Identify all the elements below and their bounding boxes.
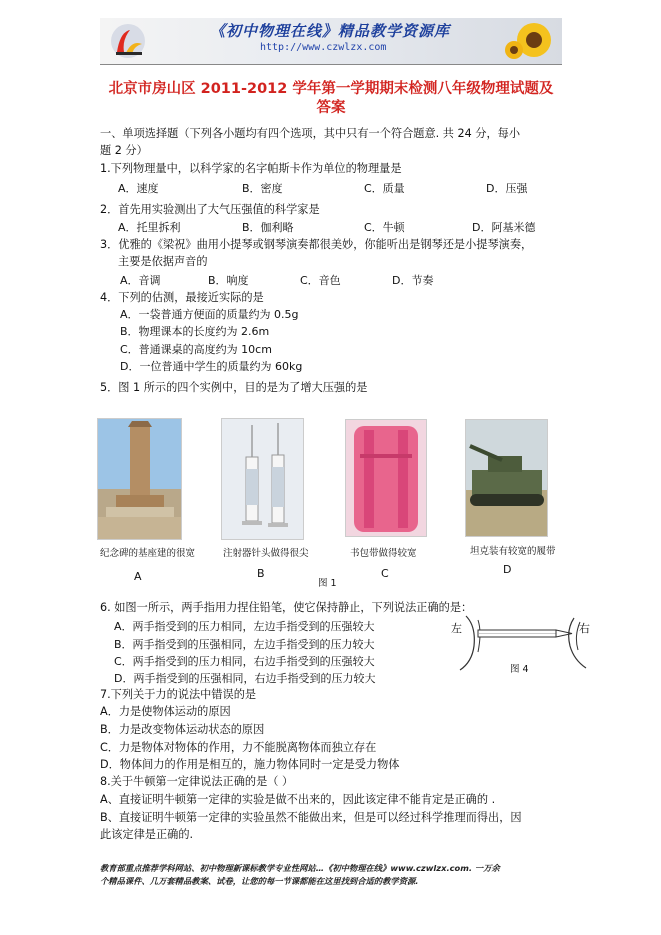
q5-caption-d: 坦克装有较宽的履带 — [470, 546, 556, 557]
q5-caption-a: 纪念碑的基座建的很宽 — [100, 548, 196, 559]
banner-title: 《初中物理在线》精品教学资源库 — [210, 22, 451, 40]
q5-label-a: A — [134, 570, 142, 583]
q6-option-d: D．两手指受到的压强相同，右边手指受到的压力较大 — [114, 672, 376, 685]
q5-label-b: B — [257, 567, 265, 580]
q1-stem: 1.下列物理量中，以科学家的名字帕斯卡作为单位的物理量是 — [100, 162, 402, 175]
q7-option-a: A．力是使物体运动的原因 — [100, 705, 231, 718]
page-footer — [100, 862, 570, 888]
q3-stem-line2: 主要是依据声音的 — [118, 255, 208, 268]
q7-option-d: D．物体间力的作用是相互的，施力物体同时一定是受力物体 — [100, 758, 400, 771]
q7-option-b: B．力是改变物体运动状态的原因 — [100, 723, 265, 736]
footer-line2: 个精品课件、几万套精品教案、试卷，让您的每一节课都能在这里找到合适的教学资源. — [100, 876, 419, 886]
sunflower-icon — [504, 20, 558, 62]
q8-option-b-line1: B、直接证明牛顿第一定律的实验虽然不能做出来，但是可以经过科学推理而得出，因 — [100, 811, 522, 824]
q2-stem: 2．首先用实验测出了大气压强值的科学家是 — [100, 203, 320, 216]
figure4-label: 图 4 — [510, 664, 529, 675]
site-logo-icon — [108, 22, 148, 60]
q6-stem: 6. 如图一所示，两手指用力捏住铅笔，使它保持静止，下列说法正确的是： — [100, 601, 473, 614]
q2-option-b: B．伽利略 — [242, 221, 294, 234]
section-header-line1: 一、单项选择题（下列各小题均有四个选项，其中只有一个符合题意. 共 24 分，每小 — [100, 127, 521, 140]
q7-stem: 7.下列关于力的说法中错误的是 — [100, 688, 257, 701]
q5-label-c: C — [381, 567, 389, 580]
q2-option-a: A．托里拆利 — [118, 221, 181, 234]
syringe-photo — [221, 418, 304, 540]
q4-option-b: B．物理课本的长度约为 2.6m — [120, 325, 270, 338]
q3-option-d: D．节奏 — [392, 274, 434, 287]
figure1-label: 图 1 — [318, 578, 337, 589]
q8-option-b-line2: 此该定律是正确的. — [100, 828, 194, 841]
q2-option-d: D．阿基米德 — [472, 221, 536, 234]
banner-url[interactable]: http://www.czwlzx.com — [260, 42, 387, 53]
q5-stem: 5．图 1 所示的四个实例中，目的是为了增大压强的是 — [100, 381, 368, 394]
q3-option-c: C．音色 — [300, 274, 341, 287]
page-title-line1: 北京市房山区 2011-2012 学年第一学期期末检测八年级物理试题及 — [108, 81, 554, 97]
monument-photo — [97, 418, 182, 540]
figure4-left-label: 左 — [451, 622, 462, 635]
q8-option-a: A、直接证明牛顿第一定律的实验是做不出来的，因此该定律不能肯定是正确的 . — [100, 793, 496, 806]
q5-caption-c: 书包带做得较宽 — [350, 548, 417, 559]
q3-stem: 3．优雅的《梁祝》曲用小提琴或钢琴演奏都很美妙，你能听出是钢琴还是小提琴演奏， — [100, 238, 533, 251]
figure4-right-label: 右 — [579, 622, 590, 635]
page-title-line2: 答案 — [316, 100, 346, 116]
q4-option-c: C．普通课桌的高度约为 10cm — [120, 343, 272, 356]
q8-stem: 8.关于牛顿第一定律说法正确的是（ ） — [100, 775, 294, 788]
site-banner — [100, 18, 562, 65]
backpack-photo — [345, 419, 427, 537]
q3-option-a: A．音调 — [120, 274, 161, 287]
q3-option-b: B．响度 — [208, 274, 249, 287]
q1-option-d: D．压强 — [486, 182, 528, 195]
q4-option-d: D．一位普通中学生的质量约为 60kg — [120, 360, 303, 373]
q5-caption-b: 注射器针头做得很尖 — [223, 548, 309, 559]
q1-option-a: A．速度 — [118, 182, 159, 195]
q2-option-c: C．牛顿 — [364, 221, 405, 234]
q5-label-d: D — [503, 563, 512, 576]
q7-option-c: C．力是物体对物体的作用，力不能脱离物体而独立存在 — [100, 741, 377, 754]
q4-option-a: A．一袋普通方便面的质量约为 0.5g — [120, 308, 299, 321]
footer-line1: 教育部重点推荐学科网站、初中物理新课标教学专业性网站…《初中物理在线》www.czwlzx.com. 一万余 — [100, 863, 500, 873]
q1-option-b: B．密度 — [242, 182, 283, 195]
q6-option-a: A．两手指受到的压力相同，左边手指受到的压强较大 — [114, 620, 375, 633]
q4-stem: 4．下列的估测，最接近实际的是 — [100, 291, 264, 304]
q6-option-b: B．两手指受到的压强相同，左边手指受到的压力较大 — [114, 638, 375, 651]
q6-option-c: C．两手指受到的压力相同，右边手指受到的压强较大 — [114, 655, 375, 668]
page-title — [100, 80, 562, 118]
tank-photo — [465, 419, 548, 537]
section-header-line2: 题 2 分） — [100, 144, 148, 157]
q1-option-c: C．质量 — [364, 182, 405, 195]
